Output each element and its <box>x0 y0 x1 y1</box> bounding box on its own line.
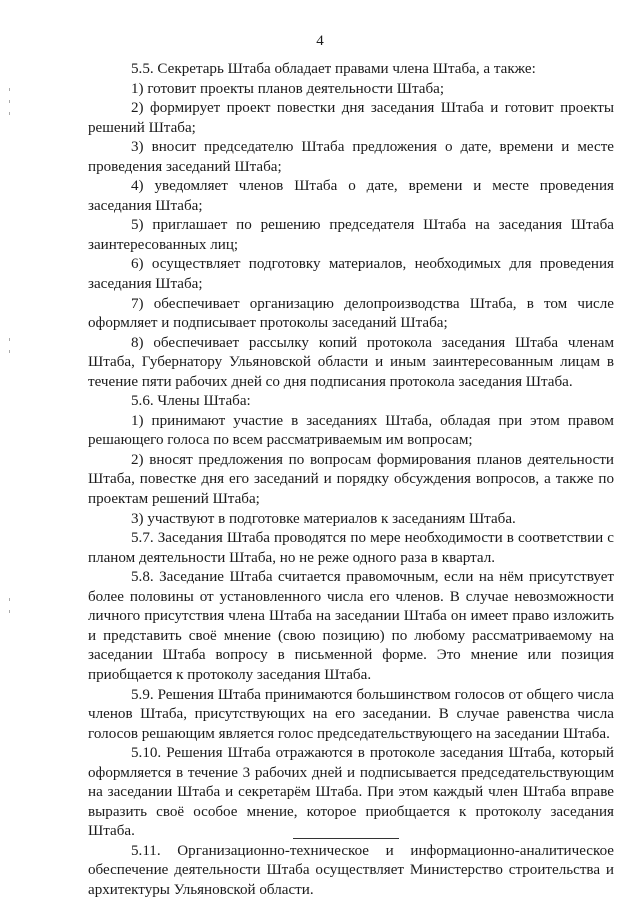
scan-mark <box>9 88 10 91</box>
page-number: 4 <box>316 33 324 49</box>
paragraph-5-8: 5.8. Заседание Штаба считается правомочным, если на нём присутствует более половины от установленного числа его членов. В случае невозможности личного присутствия члена Штаба на заседании Штаба он имеет право изложить и представить своё мнение (свою позицию) по любому рассматриваемому на заседании Штаба вопросу в письменной форме. Это мнение или позиция приобщается к протоколу заседания Штаба. <box>88 569 614 683</box>
document-body <box>88 60 614 901</box>
paragraph-5-10: 5.10. Решения Штаба отражаются в протоколе заседания Штаба, который оформляется в течение 3 рабочих дней и подписывается председательствующим на заседании Штаба и секретарём Штаба. При этом каждый член Штаба вправе выразить своё особое мнение, которое приобщается к протоколу заседания Штаба. <box>88 745 614 840</box>
paragraph-5-6: 5.6. Члены Штаба: <box>131 393 251 410</box>
paragraph-5-5-item-5: 5) приглашает по решению председателя Штаба на заседания Штаба заинтересованных лиц; <box>88 217 614 253</box>
scan-mark <box>9 350 10 353</box>
paragraph-5-6-item-1: 1) принимают участие в заседаниях Штаба, обладая при этом правом решающего голоса по всем рассматриваемым им вопросам; <box>88 412 614 449</box>
paragraph-5-6-item-2: 2) вносят предложения по вопросам формирования планов деятельности Штаба, повестке дня его заседаний и порядку обсуждения вопросов, а также по проектам решений Штаба; <box>88 451 614 508</box>
paragraph-5-6-item-3: 3) участвуют в подготовке материалов к заседаниям Штаба. <box>131 510 516 527</box>
paragraph-5-5-item-3: 3) вносит председателю Штаба предложения о дате, времени и месте проведения заседаний Штаба; <box>88 139 614 175</box>
paragraph-5-7: 5.7. Заседания Штаба проводятся по мере необходимости в соответствии с планом деятельности Штаба, но не реже одного раза в квартал. <box>88 530 614 566</box>
paragraph-5-5-item-4: 4) уведомляет членов Штаба о дате, времени и месте проведения заседания Штаба; <box>88 178 614 214</box>
paragraph-5-5-item-6: 6) осуществляет подготовку материалов, необходимых для проведения заседания Штаба; <box>88 256 614 293</box>
scan-mark <box>9 598 10 601</box>
paragraph-5-5-item-8: 8) обеспечивает рассылку копий протокола заседания Штаба членам Штаба, Губернатору Ульяновской области и иным заинтересованным лицам в течение пяти рабочих дней со дня подписания протокола заседания Штаба. <box>88 334 614 390</box>
closing-rule <box>293 838 399 839</box>
paragraph-5-5: 5.5. Секретарь Штаба обладает правами члена Штаба, а также: <box>131 61 536 77</box>
paragraph-5-9: 5.9. Решения Штаба принимаются большинством голосов от общего числа членов Штаба, присутствующих на его заседании. В случае равенства числа голосов решающим является голос председательствующего на заседании Штаба. <box>88 686 614 742</box>
paragraph-5-5-item-1: 1) готовит проекты планов деятельности Штаба; <box>131 80 445 97</box>
scan-mark <box>9 610 10 613</box>
scan-mark <box>9 338 10 341</box>
scan-mark <box>9 112 10 115</box>
paragraph-5-5-item-7: 7) обеспечивает организацию делопроизводства Штаба, в том числе оформляет и подписывает протоколы заседаний Штаба; <box>88 295 614 332</box>
paragraph-5-5-item-2: 2) формирует проект повестки дня заседания Штаба и готовит проекты решений Штаба; <box>88 100 614 136</box>
scan-mark <box>9 100 10 103</box>
paragraph-5-11: 5.11. Организационно-техническое и информационно-аналитическое обеспечение деятельности Штаба осуществляет Министерство строительства и архитектуры Ульяновской области. <box>88 842 614 898</box>
